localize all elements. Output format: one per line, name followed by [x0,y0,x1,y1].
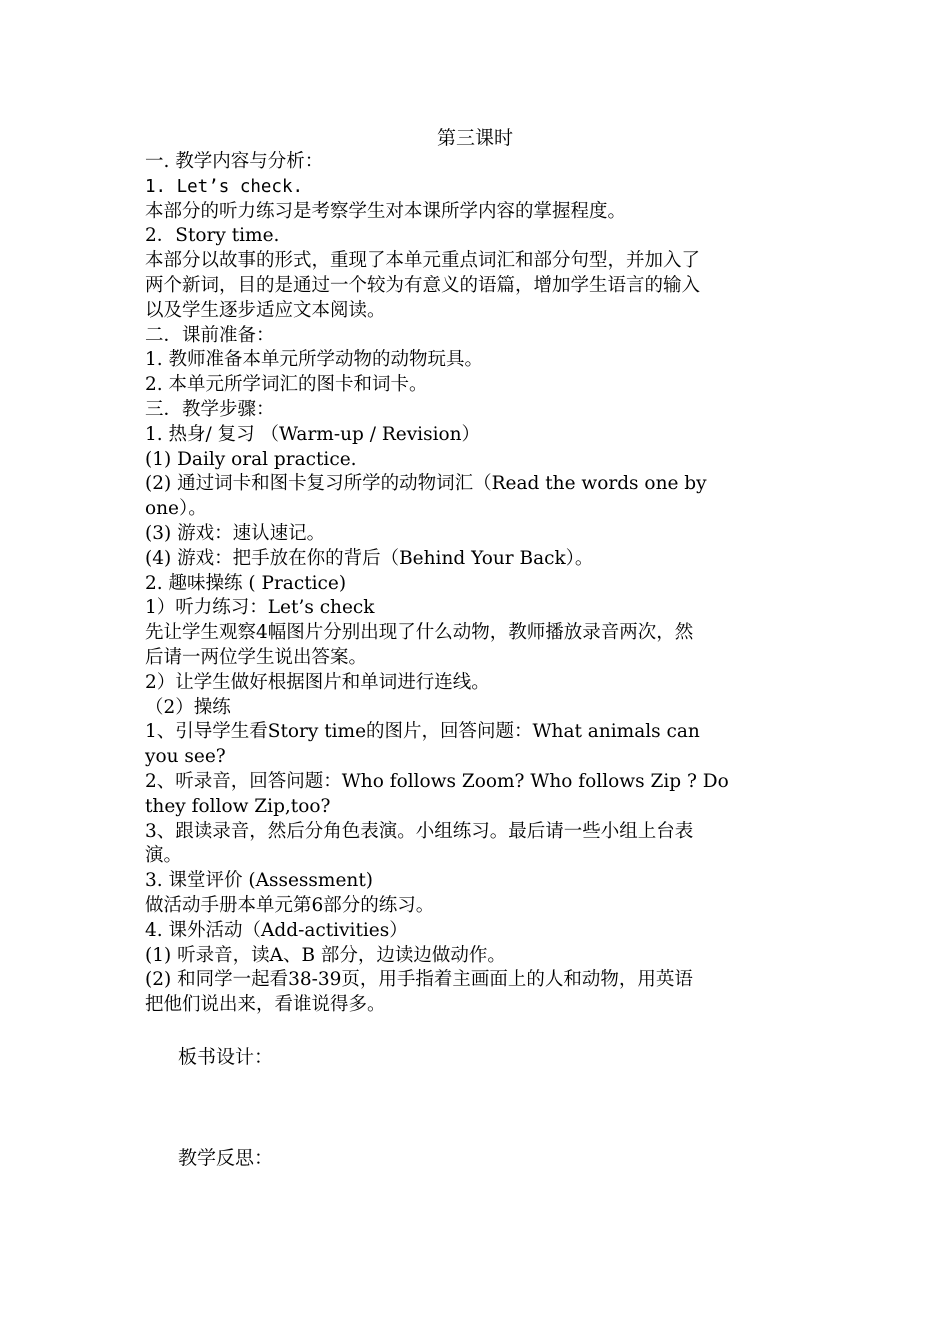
content-line: (1) 听录音，读A、B 部分，边读边做动作。 [145,944,506,966]
content-line: 本部分以故事的形式，重现了本单元重点词汇和部分句型，并加入了 [145,250,701,272]
content-line: 3. 课堂评价 (Assessment) [145,870,373,892]
content-line: 把他们说出来，看谁说得多。 [145,994,386,1016]
content-line: (4) 游戏：把手放在你的背后（Behind Your Back）。 [145,547,594,569]
content-line: 1. Let’s check. [145,176,304,197]
lesson-body [145,150,810,1018]
section-heading-3: 三．教学步骤： [145,398,275,420]
board-design-label: 板书设计： [178,1046,274,1068]
content-line: (1) Daily oral practice. [145,448,357,470]
content-line: （2）操练 [145,696,231,718]
content-line: 2. 趣味操练 ( Practice) [145,572,347,594]
content-line: 先让学生观察4幅图片分别出现了什么动物，教师播放录音两次，然 [145,622,694,644]
section-heading-2: 二．课前准备： [145,324,275,346]
content-line: 2、听录音，回答问题：Who follows Zoom? Who follows Zip ? Do [145,770,729,792]
content-line: you see? [145,746,226,768]
content-line: 后请一两位学生说出答案。 [145,646,368,668]
content-line: 4. 课外活动（Add-activities） [145,919,408,941]
content-line: one）。 [145,498,207,520]
content-line: 3、跟读录音，然后分角色表演。小组练习。最后请一些小组上台表 [145,820,694,842]
section-heading-1: 一. 教学内容与分析： [145,151,324,172]
content-line: 1、引导学生看Story time的图片，回答问题：What animals can [145,721,700,743]
content-line: 以及学生逐步适应文本阅读。 [145,299,386,321]
content-line: 两个新词，目的是通过一个较为有意义的语篇，增加学生语言的输入 [145,274,701,296]
content-line: 演。 [145,845,183,867]
content-line: 做活动手册本单元第6部分的练习。 [145,894,435,916]
content-line: 1. 教师准备本单元所学动物的动物玩具。 [145,349,484,371]
content-line: (2) 通过词卡和图卡复习所学的动物词汇（Read the words one by [145,473,707,495]
lesson-title: 第三课时 [436,127,513,149]
content-line: 2．Story time. [145,225,280,247]
content-line: (3) 游戏：速认速记。 [145,522,326,544]
content-line: 2）让学生做好根据图片和单词进行连线。 [145,671,490,693]
content-line: 本部分的听力练习是考察学生对本课所学内容的掌握程度。 [145,200,627,222]
content-line: 1）听力练习：Let’s check [145,597,375,619]
teaching-reflection-label: 教学反思： [178,1147,274,1169]
content-line: (2) 和同学一起看38-39页，用手指着主画面上的人和动物，用英语 [145,969,693,991]
content-line: they follow Zip,too? [145,795,331,817]
content-line: 1. 热身/ 复习 （Warm-up / Revision） [145,423,481,445]
content-line: 2. 本单元所学词汇的图卡和词卡。 [145,374,428,396]
